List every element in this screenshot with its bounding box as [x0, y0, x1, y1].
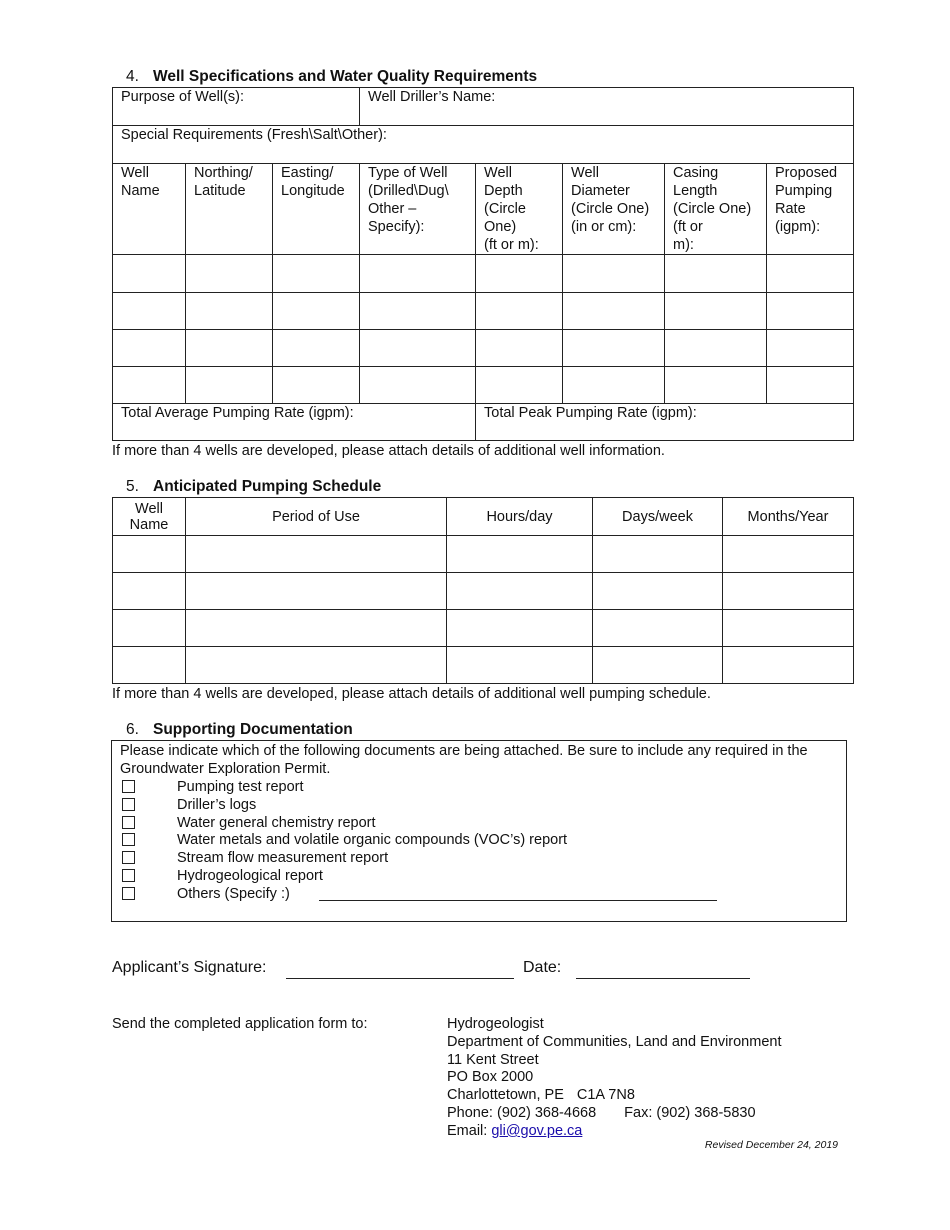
well-information-note: If more than 4 wells are developed, please attach details of additional well information. [112, 443, 665, 459]
table-cell[interactable] [113, 573, 186, 610]
table-row [113, 647, 854, 684]
email-label: Email: [447, 1122, 488, 1139]
table-cell[interactable] [113, 647, 186, 684]
well-specifications-table [112, 87, 854, 441]
table-cell[interactable] [476, 367, 563, 404]
email-line [447, 1123, 781, 1141]
column-header-line: Well [484, 165, 512, 181]
column-header-line: Depth [484, 183, 523, 199]
purpose-of-wells-field[interactable] [113, 88, 360, 126]
total-average-pumping-field[interactable] [113, 404, 476, 441]
table-cell[interactable] [113, 255, 186, 293]
total-average-label: Total Average Pumping Rate (igpm): [121, 405, 354, 421]
table-cell[interactable] [186, 647, 447, 684]
column-header-line: Length [673, 183, 718, 199]
table-row [113, 330, 854, 367]
section-5-heading [126, 478, 381, 496]
table-header-row [113, 164, 854, 255]
column-header-line: Type of Well [368, 165, 448, 181]
column-header [113, 164, 186, 255]
table-cell[interactable] [563, 367, 665, 404]
supporting-documentation-box [111, 740, 847, 922]
checklist-label: Water metals and volatile organic compounds (VOC’s) report [177, 832, 568, 849]
checkbox[interactable] [122, 816, 135, 829]
table-row [113, 610, 854, 647]
table-cell[interactable] [665, 367, 767, 404]
mailing-address [447, 1016, 781, 1141]
checkbox[interactable] [122, 869, 135, 882]
table-cell[interactable] [273, 330, 360, 367]
purpose-label: Purpose of Well(s): [121, 89, 245, 105]
column-header-line: Longitude [281, 183, 345, 199]
po-box: PO Box 2000 [447, 1069, 534, 1086]
column-header-line: (Circle [484, 201, 526, 217]
column-header-line: Northing/ [194, 165, 253, 181]
section-title: Well Specifications and Water Quality Requirements [153, 68, 538, 85]
column-header-line: Easting/ [281, 165, 334, 181]
column-header [273, 164, 360, 255]
table-row [113, 367, 854, 404]
table-cell[interactable] [723, 610, 854, 647]
column-header-line: Specify): [368, 219, 425, 235]
table-cell[interactable] [360, 255, 476, 293]
checklist-label: Driller’s logs [177, 796, 257, 813]
checkbox[interactable] [122, 780, 135, 793]
column-header-line: Name [121, 183, 160, 199]
city: Charlottetown, PE [447, 1087, 564, 1104]
city-line [447, 1087, 781, 1105]
table-cell[interactable] [186, 536, 447, 573]
pumping-schedule-table [112, 497, 854, 684]
table-cell[interactable] [563, 255, 665, 293]
column-header-line: Latitude [194, 183, 246, 199]
table-header-row [113, 498, 854, 536]
table-cell[interactable] [723, 573, 854, 610]
table-cell[interactable] [360, 367, 476, 404]
table-cell[interactable] [113, 610, 186, 647]
table-row [113, 536, 854, 573]
applicant-signature-line[interactable] [286, 978, 514, 979]
table-cell[interactable] [723, 536, 854, 573]
table-cell[interactable] [767, 293, 854, 330]
section-4-heading [126, 68, 537, 86]
email-link[interactable]: gli@gov.pe.ca [491, 1122, 583, 1139]
column-header: Well Name [113, 498, 186, 536]
checkbox[interactable] [122, 851, 135, 864]
table-cell[interactable] [273, 367, 360, 404]
table-cell[interactable] [360, 293, 476, 330]
date-label: Date: [523, 959, 562, 976]
table-cell[interactable] [273, 255, 360, 293]
column-header: Hours/day [447, 498, 593, 536]
table-cell[interactable] [447, 536, 593, 573]
table-row [113, 255, 854, 293]
column-header-line: (ft or [673, 219, 703, 235]
column-header-line: (igpm): [775, 219, 821, 235]
column-header: Days/week [593, 498, 723, 536]
table-cell[interactable] [186, 293, 273, 330]
fax: Fax: (902) 368-5830 [624, 1104, 756, 1121]
special-requirements-field[interactable] [113, 126, 854, 164]
table-cell[interactable] [113, 367, 186, 404]
column-header [186, 164, 273, 255]
checkbox[interactable] [122, 887, 135, 900]
table-cell[interactable] [186, 610, 447, 647]
pumping-schedule-note: If more than 4 wells are developed, please attach details of additional well pumping schedule. [112, 686, 711, 702]
table-cell[interactable] [273, 293, 360, 330]
documentation-intro: Please indicate which of the following documents are being attached. Be sure to include any required in the Groundwater Exploration Permit. [120, 743, 808, 777]
table-cell[interactable] [186, 367, 273, 404]
column-header-line: Diameter [571, 183, 630, 199]
table-cell[interactable] [447, 573, 593, 610]
table-cell[interactable] [767, 367, 854, 404]
table-cell[interactable] [113, 536, 186, 573]
phone-fax-line [447, 1105, 781, 1123]
date-line[interactable] [576, 978, 750, 979]
column-header-line: Casing [673, 165, 719, 181]
table-cell[interactable] [563, 293, 665, 330]
postal-code: C1A 7N8 [576, 1087, 635, 1104]
section-number: 6. [126, 721, 139, 738]
checklist-label: Stream flow measurement report [177, 850, 389, 867]
column-header-line: (Circle One) [571, 201, 650, 217]
table-cell[interactable] [767, 255, 854, 293]
column-header [360, 164, 476, 255]
checklist-label: Pumping test report [177, 779, 304, 795]
section-title: Supporting Documentation [153, 721, 353, 738]
table-cell[interactable] [186, 573, 447, 610]
department: Department of Communities, Land and Environment [447, 1033, 782, 1050]
column-header-line: Proposed [775, 165, 838, 181]
table-cell[interactable] [186, 330, 273, 367]
column-header [476, 164, 563, 255]
column-header-line: (ft or m): [484, 237, 539, 253]
table-cell[interactable] [360, 330, 476, 367]
table-cell[interactable] [447, 610, 593, 647]
table-cell[interactable] [113, 293, 186, 330]
table-cell[interactable] [476, 293, 563, 330]
table-cell[interactable] [476, 330, 563, 367]
table-cell[interactable] [447, 647, 593, 684]
table-cell[interactable] [665, 255, 767, 293]
column-header-line: Well [121, 165, 149, 181]
section-number: 5. [126, 478, 139, 495]
checklist-label: Others (Specify :) [177, 885, 290, 902]
table-cell[interactable] [593, 536, 723, 573]
recipient: Hydrogeologist [447, 1016, 544, 1032]
table-cell[interactable] [665, 330, 767, 367]
table-cell[interactable] [767, 330, 854, 367]
column-header-line: One) [484, 219, 517, 235]
table-cell[interactable] [593, 573, 723, 610]
section-6-heading [126, 721, 353, 739]
table-row [113, 293, 854, 330]
specify-input-line[interactable] [319, 900, 717, 901]
column-header-line: (Drilled\Dug\ [368, 183, 449, 199]
table-cell[interactable] [476, 255, 563, 293]
column-header-line: (Circle One) [673, 201, 752, 217]
table-cell[interactable] [593, 647, 723, 684]
checklist-label: Water general chemistry report [177, 814, 376, 831]
table-cell[interactable] [593, 610, 723, 647]
column-header [767, 164, 854, 255]
table-cell[interactable] [563, 330, 665, 367]
section-title: Anticipated Pumping Schedule [153, 478, 382, 495]
column-header: Period of Use [186, 498, 447, 536]
section-number: 4. [126, 68, 139, 85]
column-header [563, 164, 665, 255]
checkbox[interactable] [122, 798, 135, 811]
column-header-line: Other – [368, 201, 417, 217]
applicant-signature-label: Applicant’s Signature: [112, 959, 267, 976]
phone: Phone: (902) 368-4668 [447, 1104, 597, 1121]
column-header-line: Rate [775, 201, 806, 217]
special-label: Special Requirements (Fresh\Salt\Other): [121, 127, 387, 143]
well-driller-name-field[interactable] [360, 88, 854, 126]
street: 11 Kent Street [447, 1051, 539, 1068]
column-header-line: Well [571, 165, 599, 181]
table-cell[interactable] [113, 330, 186, 367]
total-peak-label: Total Peak Pumping Rate (igpm): [484, 405, 697, 421]
column-header [665, 164, 767, 255]
checklist-label: Hydrogeological report [177, 868, 323, 884]
revised-date: Revised December 24, 2019 [704, 1139, 838, 1151]
table-cell[interactable] [186, 255, 273, 293]
column-header-line: Pumping [775, 183, 833, 199]
column-header: Months/Year [723, 498, 854, 536]
checkbox[interactable] [122, 833, 135, 846]
table-cell[interactable] [723, 647, 854, 684]
table-row [113, 573, 854, 610]
column-header-line: m): [673, 237, 694, 253]
total-peak-pumping-field[interactable] [476, 404, 854, 441]
send-to-label: Send the completed application form to: [112, 1016, 368, 1032]
driller-label: Well Driller’s Name: [368, 89, 496, 105]
column-header-line: (in or cm): [571, 219, 637, 235]
table-cell[interactable] [665, 293, 767, 330]
